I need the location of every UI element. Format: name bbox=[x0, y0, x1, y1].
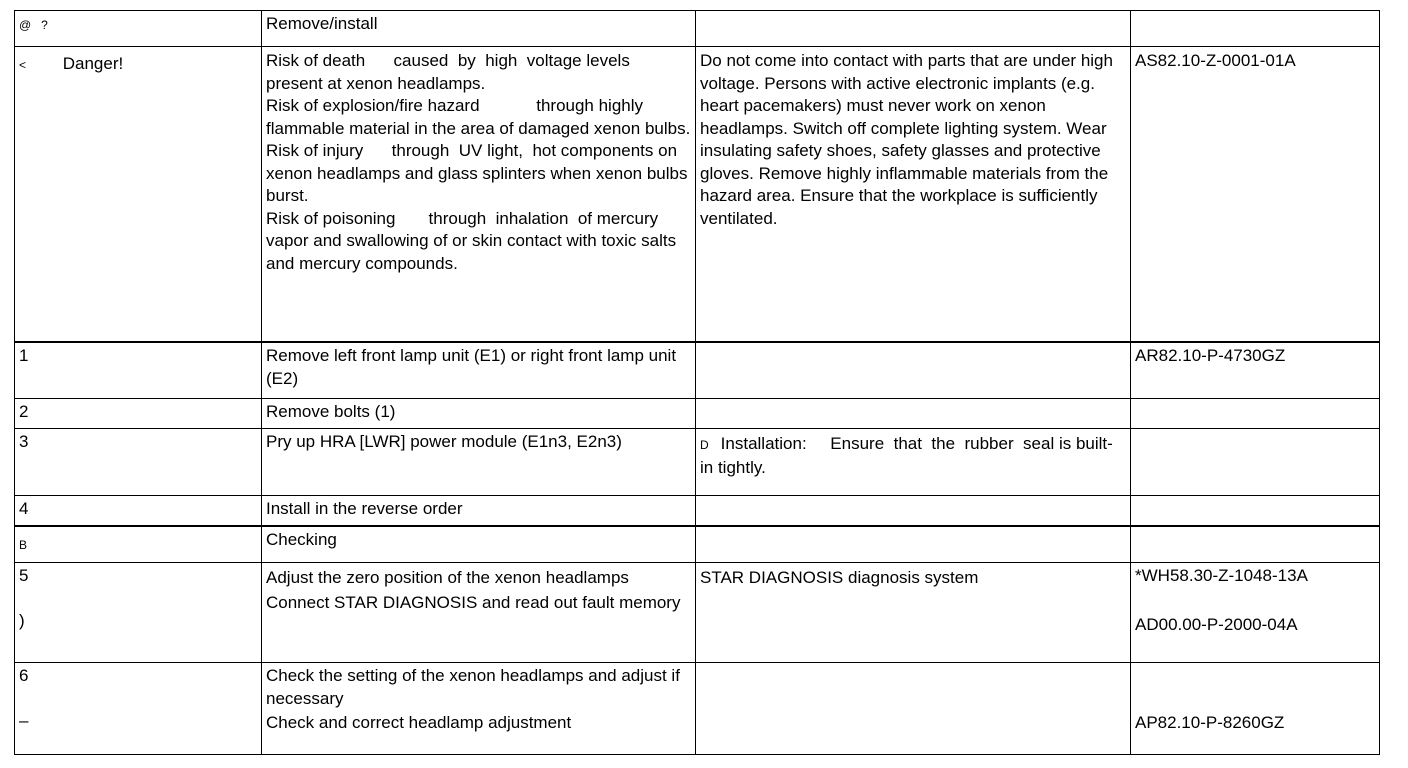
step-note bbox=[696, 496, 1130, 498]
step-reference: AD00.00-P-2000-04A bbox=[1135, 614, 1298, 634]
step-note: Installation: Ensure that the rubber seal is built-in tightly. bbox=[700, 434, 1113, 477]
step-row bbox=[15, 342, 1380, 399]
step-text: Remove left front lamp unit (E1) or right front lamp unit (E2) bbox=[266, 346, 677, 388]
step-row bbox=[15, 663, 1380, 755]
step-note bbox=[696, 343, 1130, 345]
step-reference: *WH58.30-Z-1048-13A bbox=[1135, 566, 1308, 585]
procedure-table bbox=[14, 10, 1380, 755]
header-row bbox=[15, 11, 1380, 47]
safety-measures: Do not come into contact with parts that are under high voltage. Persons with active electronic implants (e.g. heart pacemakers) must never work on xenon headlamps. Switch off complete lighting system. Wear insulating safety shoes, safety glasses and protective gloves. Remove highly inflammable materials from the hazard area. Ensure that the workplace is sufficiently ventilated. bbox=[700, 51, 1113, 228]
step-reference bbox=[1131, 429, 1379, 431]
step-reference bbox=[1131, 399, 1379, 401]
checking-icon: B bbox=[19, 538, 28, 552]
step-note: STAR DIAGNOSIS diagnosis system bbox=[700, 568, 979, 587]
danger-row bbox=[15, 47, 1380, 343]
step-number: 5 bbox=[19, 566, 29, 585]
installation-note-icon: D bbox=[700, 438, 709, 452]
danger-reference: AS82.10-Z-0001-01A bbox=[1135, 51, 1296, 70]
section-title-checking: Checking bbox=[266, 530, 337, 549]
step-number: 2 bbox=[19, 402, 29, 421]
checking-row bbox=[15, 526, 1380, 563]
step-row bbox=[15, 429, 1380, 496]
risk-item: Risk of death caused by high voltage levels present at xenon headlamps. bbox=[266, 51, 635, 93]
risk-item: Risk of injury through UV light, hot components on xenon headlamps and glass splinters when xenon bulbs burst. bbox=[266, 141, 693, 205]
step-number: 4 bbox=[19, 499, 29, 518]
step-text: Connect STAR DIAGNOSIS and read out fault memory bbox=[266, 592, 681, 612]
diagnosis-icon: ) bbox=[19, 610, 25, 630]
step-note bbox=[696, 399, 1130, 401]
section-title-remove-install: Remove/install bbox=[266, 14, 378, 33]
dash-icon: – bbox=[19, 710, 29, 730]
step-reference: AP82.10-P-8260GZ bbox=[1135, 713, 1285, 732]
step-text: Install in the reverse order bbox=[266, 499, 463, 518]
step-row bbox=[15, 496, 1380, 527]
step-reference bbox=[1131, 496, 1379, 498]
step-text: Remove bolts (1) bbox=[266, 402, 396, 421]
step-number: 1 bbox=[19, 346, 29, 365]
step-row bbox=[15, 399, 1380, 429]
tool-symbols: @ ? bbox=[19, 18, 48, 32]
step-text: Check and correct headlamp adjustment bbox=[266, 713, 572, 732]
step-number: 3 bbox=[19, 432, 29, 451]
step-text: Check the setting of the xenon headlamps and adjust if necessary bbox=[266, 666, 680, 708]
danger-icon: < bbox=[19, 58, 27, 72]
step-text: Pry up HRA [LWR] power module (E1n3, E2n3) bbox=[266, 432, 622, 451]
step-reference: AR82.10-P-4730GZ bbox=[1135, 346, 1286, 365]
risk-item: Risk of explosion/fire hazard through highly flammable material in the area of damaged xenon bulbs. bbox=[266, 96, 691, 138]
step-text: Adjust the zero position of the xenon headlamps bbox=[266, 568, 629, 587]
risk-item: Risk of poisoning through inhalation of mercury vapor and swallowing of or skin contact with toxic salts and mercury compounds. bbox=[266, 208, 681, 273]
danger-label: Danger! bbox=[62, 54, 124, 73]
procedure-document bbox=[14, 10, 1379, 755]
step-row bbox=[15, 563, 1380, 663]
step-number: 6 bbox=[19, 666, 29, 685]
